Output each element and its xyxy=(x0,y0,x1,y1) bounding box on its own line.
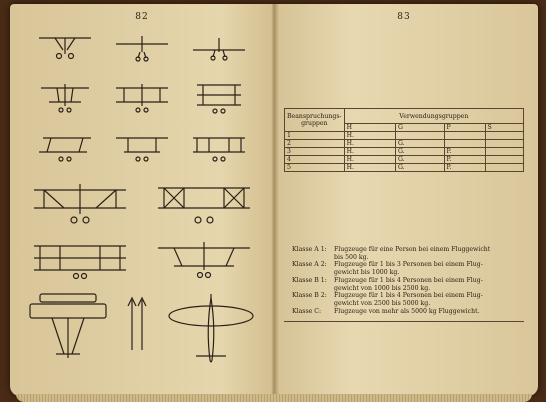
biplane-struts-figure xyxy=(154,178,254,228)
list-item: Klasse B 2: Flugzeuge für 1 bis 4 Personen bei einem Flug- xyxy=(292,292,483,300)
monoplane-low-wing-figure xyxy=(189,28,249,62)
table-row: 4 H. G. P. xyxy=(285,156,524,164)
flight-direction-arrows xyxy=(122,290,152,368)
sesquiplane-figure xyxy=(35,80,95,114)
list-item: Klasse A 2: Flugzeuge für 1 bis 3 Personen bei einem Flug- xyxy=(292,261,483,269)
table-row: 3 H. G. P. xyxy=(285,148,524,156)
biplane-unequal-figure xyxy=(112,132,172,162)
biplane-labelled-parts-figure xyxy=(30,178,130,228)
left-page xyxy=(26,12,258,386)
tractor-aircraft-top-view-figure xyxy=(166,290,256,368)
table-row: 1 H. xyxy=(285,132,524,140)
list-item: Klasse B 1: Flugzeuge für 1 bis 4 Personen bei einem Flug- xyxy=(292,276,483,284)
monoplane-mid-wing-figure xyxy=(112,28,172,62)
table-row: 5 H. G. P. xyxy=(285,164,524,172)
classification-table xyxy=(284,108,524,172)
biplane-figure xyxy=(112,80,172,114)
list-item: gewicht von 2500 bis 5000 kg. xyxy=(334,299,431,307)
figure-row-6 xyxy=(26,290,258,368)
figure-row-3 xyxy=(26,132,258,162)
page-number-left: 82 xyxy=(135,12,149,22)
biplane-staggered-figure xyxy=(35,132,95,162)
page-edges xyxy=(16,394,532,402)
law-paragraph xyxy=(284,172,524,246)
page-number-right: 83 xyxy=(397,12,411,22)
subheader-g: G xyxy=(395,124,444,132)
table-row: 2 H. G. xyxy=(285,140,524,148)
figure-row-1 xyxy=(26,28,258,62)
table-col2-header: Verwendungsgruppen xyxy=(344,109,523,124)
biplane-braced-figure xyxy=(154,240,254,280)
triplane-front-figure xyxy=(30,240,130,280)
caption-row-1 xyxy=(26,62,258,80)
klassen-list xyxy=(292,246,524,315)
subheader-h: H xyxy=(344,124,395,132)
list-item: bis 500 kg. xyxy=(334,253,369,261)
subheader-s: S xyxy=(485,124,524,132)
figure-row-5 xyxy=(26,240,258,280)
subheader-p: P xyxy=(444,124,485,132)
right-page xyxy=(284,12,524,386)
figure-row-4 xyxy=(26,178,258,228)
pusher-aircraft-top-view-figure xyxy=(28,290,108,368)
list-item: gewicht von 1000 bis 2500 kg. xyxy=(334,284,431,292)
group-lists xyxy=(284,22,524,108)
figure-row-2 xyxy=(26,80,258,114)
list-item: Klasse A 1: Flugzeuge für eine Person bei einem Fluggewicht xyxy=(292,246,491,253)
open-book xyxy=(10,4,538,396)
monoplane-high-wing-figure xyxy=(35,28,95,62)
biplane-two-bay-figure xyxy=(189,132,249,162)
footnotes xyxy=(284,321,524,338)
caption-row-5 xyxy=(26,280,258,290)
table-col1-header: Beanspruchungs-gruppen xyxy=(285,109,345,132)
caption-row-2 xyxy=(26,114,258,132)
list-item: gewicht bis 1000 kg. xyxy=(334,269,400,277)
list-item: Klasse C: Flugzeuge von mehr als 5000 kg Fluggewicht. xyxy=(292,307,480,315)
triplane-figure xyxy=(189,80,249,114)
caption-row-4 xyxy=(26,228,258,240)
caption-row-3 xyxy=(26,162,258,178)
